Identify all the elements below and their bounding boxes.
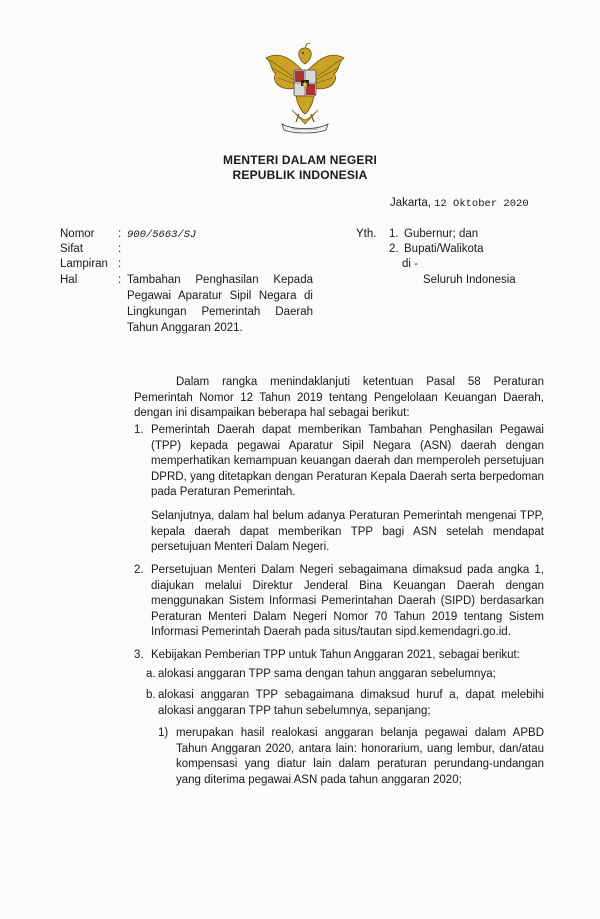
- point-3a-letter: a.: [146, 668, 156, 680]
- letterhead-title: MENTERI DALAM NEGERI: [223, 153, 377, 167]
- point-1-continuation: Selanjutnya, dalam hal belum adanya Peraturan Pemerintah mengenai TPP, kepala daerah dapat memberikan TPP bagi ASN setelah mendapat persetujuan Menteri Dalam Negeri.: [151, 510, 544, 553]
- hal-label: Hal: [60, 274, 78, 286]
- date-place: Jakarta,: [390, 197, 431, 209]
- hal-colon: :: [118, 274, 122, 286]
- point-3-text: Kebijakan Pemberian TPP untuk Tahun Anggaran 2021, sebagai berikut:: [151, 649, 520, 661]
- lampiran-label: Lampiran: [60, 258, 108, 270]
- addressee-bupati: Bupati/Walikota: [404, 243, 484, 255]
- addressee-num-1: 1.: [389, 228, 399, 240]
- point-3b-text: alokasi anggaran TPP sebagaimana dimaksud huruf a, dapat melebihi alokasi anggaran TPP tahun sebelumnya, sepanjang;: [158, 689, 544, 717]
- hal-value: Tambahan Penghasilan Kepada Pegawai Aparatur Sipil Negara di Lingkungan Pemerintah Daerah Tahun Anggaran 2021.: [127, 274, 313, 334]
- garuda-emblem-icon: [262, 40, 348, 136]
- sifat-label: Sifat: [60, 243, 84, 255]
- nomor-label: Nomor: [60, 228, 95, 240]
- point-3b1-number: 1): [158, 727, 169, 739]
- point-3a-text: alokasi anggaran TPP sama dengan tahun anggaran sebelumnya;: [158, 668, 496, 680]
- point-2-number: 2.: [134, 564, 144, 576]
- addressee-location: Seluruh Indonesia: [423, 274, 516, 286]
- point-3-number: 3.: [134, 649, 144, 661]
- point-1-number: 1.: [134, 424, 144, 436]
- letterhead-subtitle: REPUBLIK INDONESIA: [232, 168, 368, 182]
- point-3b1-text: merupakan hasil realokasi anggaran belanja pegawai dalam APBD Tahun Anggaran 2020, antara lain: honorarium, uang lembur, dan/atau kompensasi yang diatur lain dalam peraturan perundang-undangan yang diterima pegawai ASN pada tahun anggaran 2020;: [176, 727, 544, 786]
- addressee-gubernur: Gubernur; dan: [404, 228, 479, 240]
- nomor-value: 900/5663/SJ: [127, 229, 197, 241]
- letter-date: [390, 197, 529, 210]
- sifat-colon: :: [118, 243, 122, 255]
- yth-label: Yth.: [356, 228, 377, 240]
- addressee-di: di -: [402, 258, 418, 270]
- nomor-colon: :: [118, 228, 122, 240]
- point-2-text: Persetujuan Menteri Dalam Negeri sebagaimana dimaksud pada angka 1, diajukan melalui Direktur Jenderal Bina Keuangan Daerah dengan menggunakan Sistem Informasi Pemerintahan Daerah (SIPD) berdasarkan Peraturan Menteri Dalam Negeri Nomor 70 Tahun 2019 tentang Sistem Informasi Pemerintah Daerah pada situs/tautan sipd.kemendagri.go.id.: [151, 564, 544, 638]
- lampiran-colon: :: [118, 258, 122, 270]
- intro-paragraph: Dalam rangka menindaklanjuti ketentuan Pasal 58 Peraturan Pemerintah Nomor 12 Tahun 2019 tentang Pengelolaan Keuangan Daerah, dengan ini disampaikan beberapa hal sebagai berikut:: [134, 376, 544, 419]
- date-value: 12 Oktober 2020: [434, 198, 529, 210]
- addressee-num-2: 2.: [389, 243, 399, 255]
- point-1-text: Pemerintah Daerah dapat memberikan Tambahan Penghasilan Pegawai (TPP) kepada pegawai Aparatur Sipil Negara (ASN) daerah dengan memperhatikan kemampuan keuangan daerah dan memperoleh persetujuan DPRD, yang ditetapkan dengan Peraturan Kepala Daerah serta berpedoman pada Peraturan Pemerintah.: [151, 424, 544, 498]
- point-3b-letter: b.: [146, 689, 156, 701]
